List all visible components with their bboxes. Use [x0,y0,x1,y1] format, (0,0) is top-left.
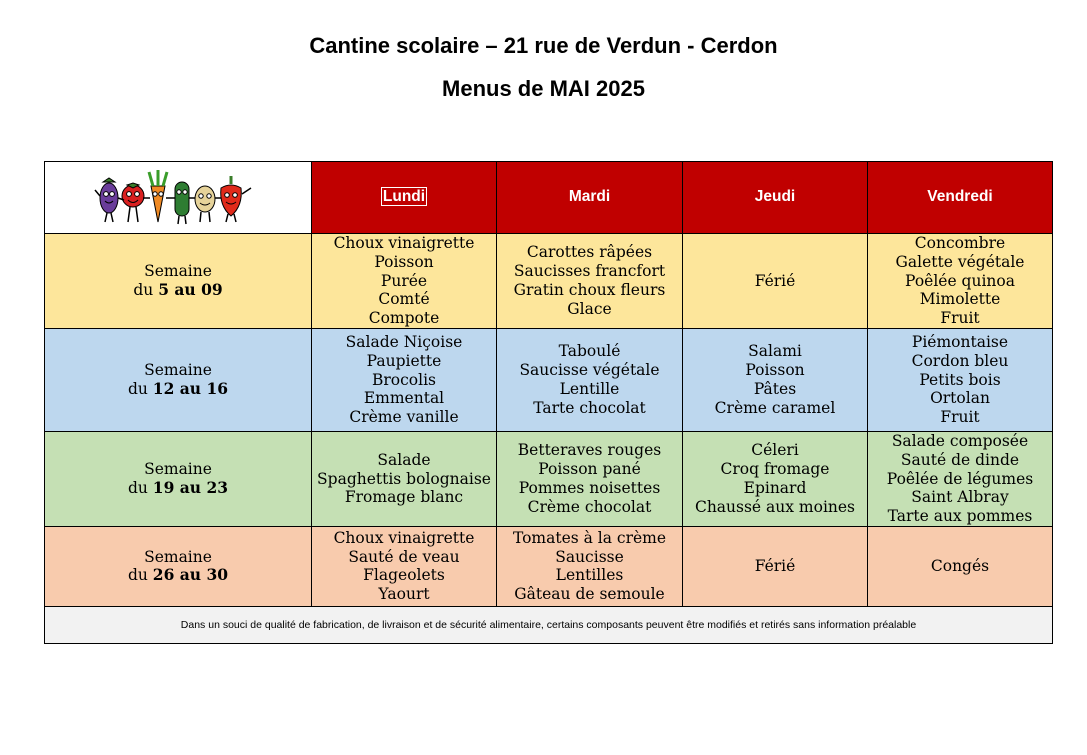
week-row [45,431,1053,526]
menu-item: Gâteau de semoule [514,585,665,604]
menu-item: Poisson pané [538,460,641,479]
menu-item: Sauté de dinde [900,450,1020,469]
week-row [45,328,1053,431]
week-label [45,526,312,606]
menu-item: Lentille [559,379,620,398]
week-label [45,431,312,526]
week-row [45,526,1053,606]
menu-item: Poisson [374,252,434,271]
menu-item: Piémontaise [911,332,1009,351]
menu-cell [868,431,1053,526]
menu-cell [683,431,868,526]
week-range [47,566,309,585]
menu-item: Fromage blanc [344,488,464,507]
week-label-text: Semaine [144,262,212,281]
menu-item: Choux vinaigrette [333,528,475,547]
menu-item: Pâtes [753,379,797,398]
week-label-text: Semaine [144,547,212,566]
menu-cell [497,431,683,526]
menu-item: Poêlée quinoa [905,271,1015,290]
week-range-dates: 12 au 16 [152,378,229,398]
menu-cell [312,234,497,329]
menu-table [44,161,1053,644]
menu-item: Paupiette [366,351,442,370]
menu-item: Poisson [745,361,805,380]
week-range-prefix: du [127,478,153,497]
weeks-body [45,234,1053,607]
week-range [47,479,309,498]
menu-cell [683,328,868,431]
week-range-dates: 26 au 30 [152,565,229,585]
menu-cell [497,234,683,329]
footer-note: Dans un souci de qualité de fabrication, de livraison et de sécurité alimentaire, certains composants peuvent être modifiés et retirés sans information préalable [45,606,1053,643]
page-subtitle: Menus de MAI 2025 [442,76,645,101]
week-label-text: Semaine [144,460,212,479]
menu-cell [683,526,868,606]
week-range-prefix: du [133,280,159,299]
menu-item: Saucisse [555,547,624,566]
menu-item: Yaourt [378,585,430,604]
menu-item: Tarte aux pommes [887,507,1033,526]
menu-item: Férié [754,557,796,576]
day-header-jeudi: Jeudi [683,162,868,234]
page-title: Cantine scolaire – 21 rue de Verdun - Cerdon [309,33,778,58]
vegetables-logo [45,162,312,234]
day-header-vendredi: Vendredi [868,162,1053,234]
menu-item: Salade [377,450,431,469]
menu-item: Compote [368,309,440,328]
menu-item: Galette végétale [895,252,1025,271]
menu-cell [683,234,868,329]
week-row [45,234,1053,329]
menu-item: Crème caramel [714,398,836,417]
week-range-dates: 5 au 09 [158,279,223,299]
menu-item: Céleri [751,441,799,460]
week-range-prefix: du [127,566,153,585]
menu-item: Emmental [363,389,445,408]
menu-item: Gratin choux fleurs [513,280,666,299]
week-label-text: Semaine [144,361,212,380]
day-header-mardi: Mardi [497,162,683,234]
menu-item: Concombre [914,234,1006,252]
menu-item: Petits bois [919,370,1001,389]
week-range-dates: 19 au 23 [152,477,229,497]
menu-item: Salade composée [891,431,1029,450]
menu-item: Salami [748,342,802,361]
menu-item: Betteraves rouges [517,441,662,460]
menu-cell [497,526,683,606]
menu-item: Chaussé aux moines [694,497,856,516]
menu-cell [868,526,1053,606]
menu-cell [312,328,497,431]
week-range [47,281,309,300]
menu-cell [312,526,497,606]
day-label-lundi: Lundi [382,188,426,206]
menu-item: Congés [930,557,990,576]
menu-item: Taboulé [558,342,621,361]
menu-item: Saucisses francfort [513,262,666,281]
menu-item: Flageolets [363,566,445,585]
week-range-prefix: du [127,379,153,398]
menu-cell [497,328,683,431]
footer-row [45,606,1053,643]
menu-item: Sauté de veau [348,547,460,566]
menu-cell [312,431,497,526]
menu-item: Salade Niçoise [345,332,463,351]
menu-item: Fruit [940,408,980,427]
menu-item: Lentilles [555,566,624,585]
menu-item: Ortolan [930,389,990,408]
menu-item: Purée [380,271,428,290]
menu-item: Comté [378,290,430,309]
menu-item: Crème chocolat [527,497,652,516]
day-header-row [45,162,1053,234]
day-header-lundi [312,162,497,234]
menu-item: Fruit [940,309,980,328]
vegetables-icon [93,164,263,226]
menu-item: Brocolis [371,370,436,389]
menu-item: Carottes râpées [526,243,653,262]
menu-item: Epinard [743,478,807,497]
menu-item: Choux vinaigrette [333,234,475,252]
menu-item: Tomates à la crème [512,528,667,547]
menu-item: Crème vanille [349,408,459,427]
menu-item: Saint Albray [911,488,1009,507]
menu-item: Pommes noisettes [518,478,661,497]
menu-item: Poêlée de légumes [886,469,1034,488]
menu-item: Saucisse végétale [519,361,660,380]
week-label [45,328,312,431]
menu-item: Férié [754,271,796,290]
menu-item: Spaghettis bolognaise [317,469,491,488]
week-label [45,234,312,329]
menu-cell [868,234,1053,329]
menu-cell [868,328,1053,431]
menu-item: Mimolette [919,290,1001,309]
menu-item: Glace [567,299,612,318]
week-range [47,380,309,399]
menu-item: Tarte chocolat [533,398,646,417]
menu-item: Croq fromage [720,460,830,479]
menu-item: Cordon bleu [911,351,1009,370]
